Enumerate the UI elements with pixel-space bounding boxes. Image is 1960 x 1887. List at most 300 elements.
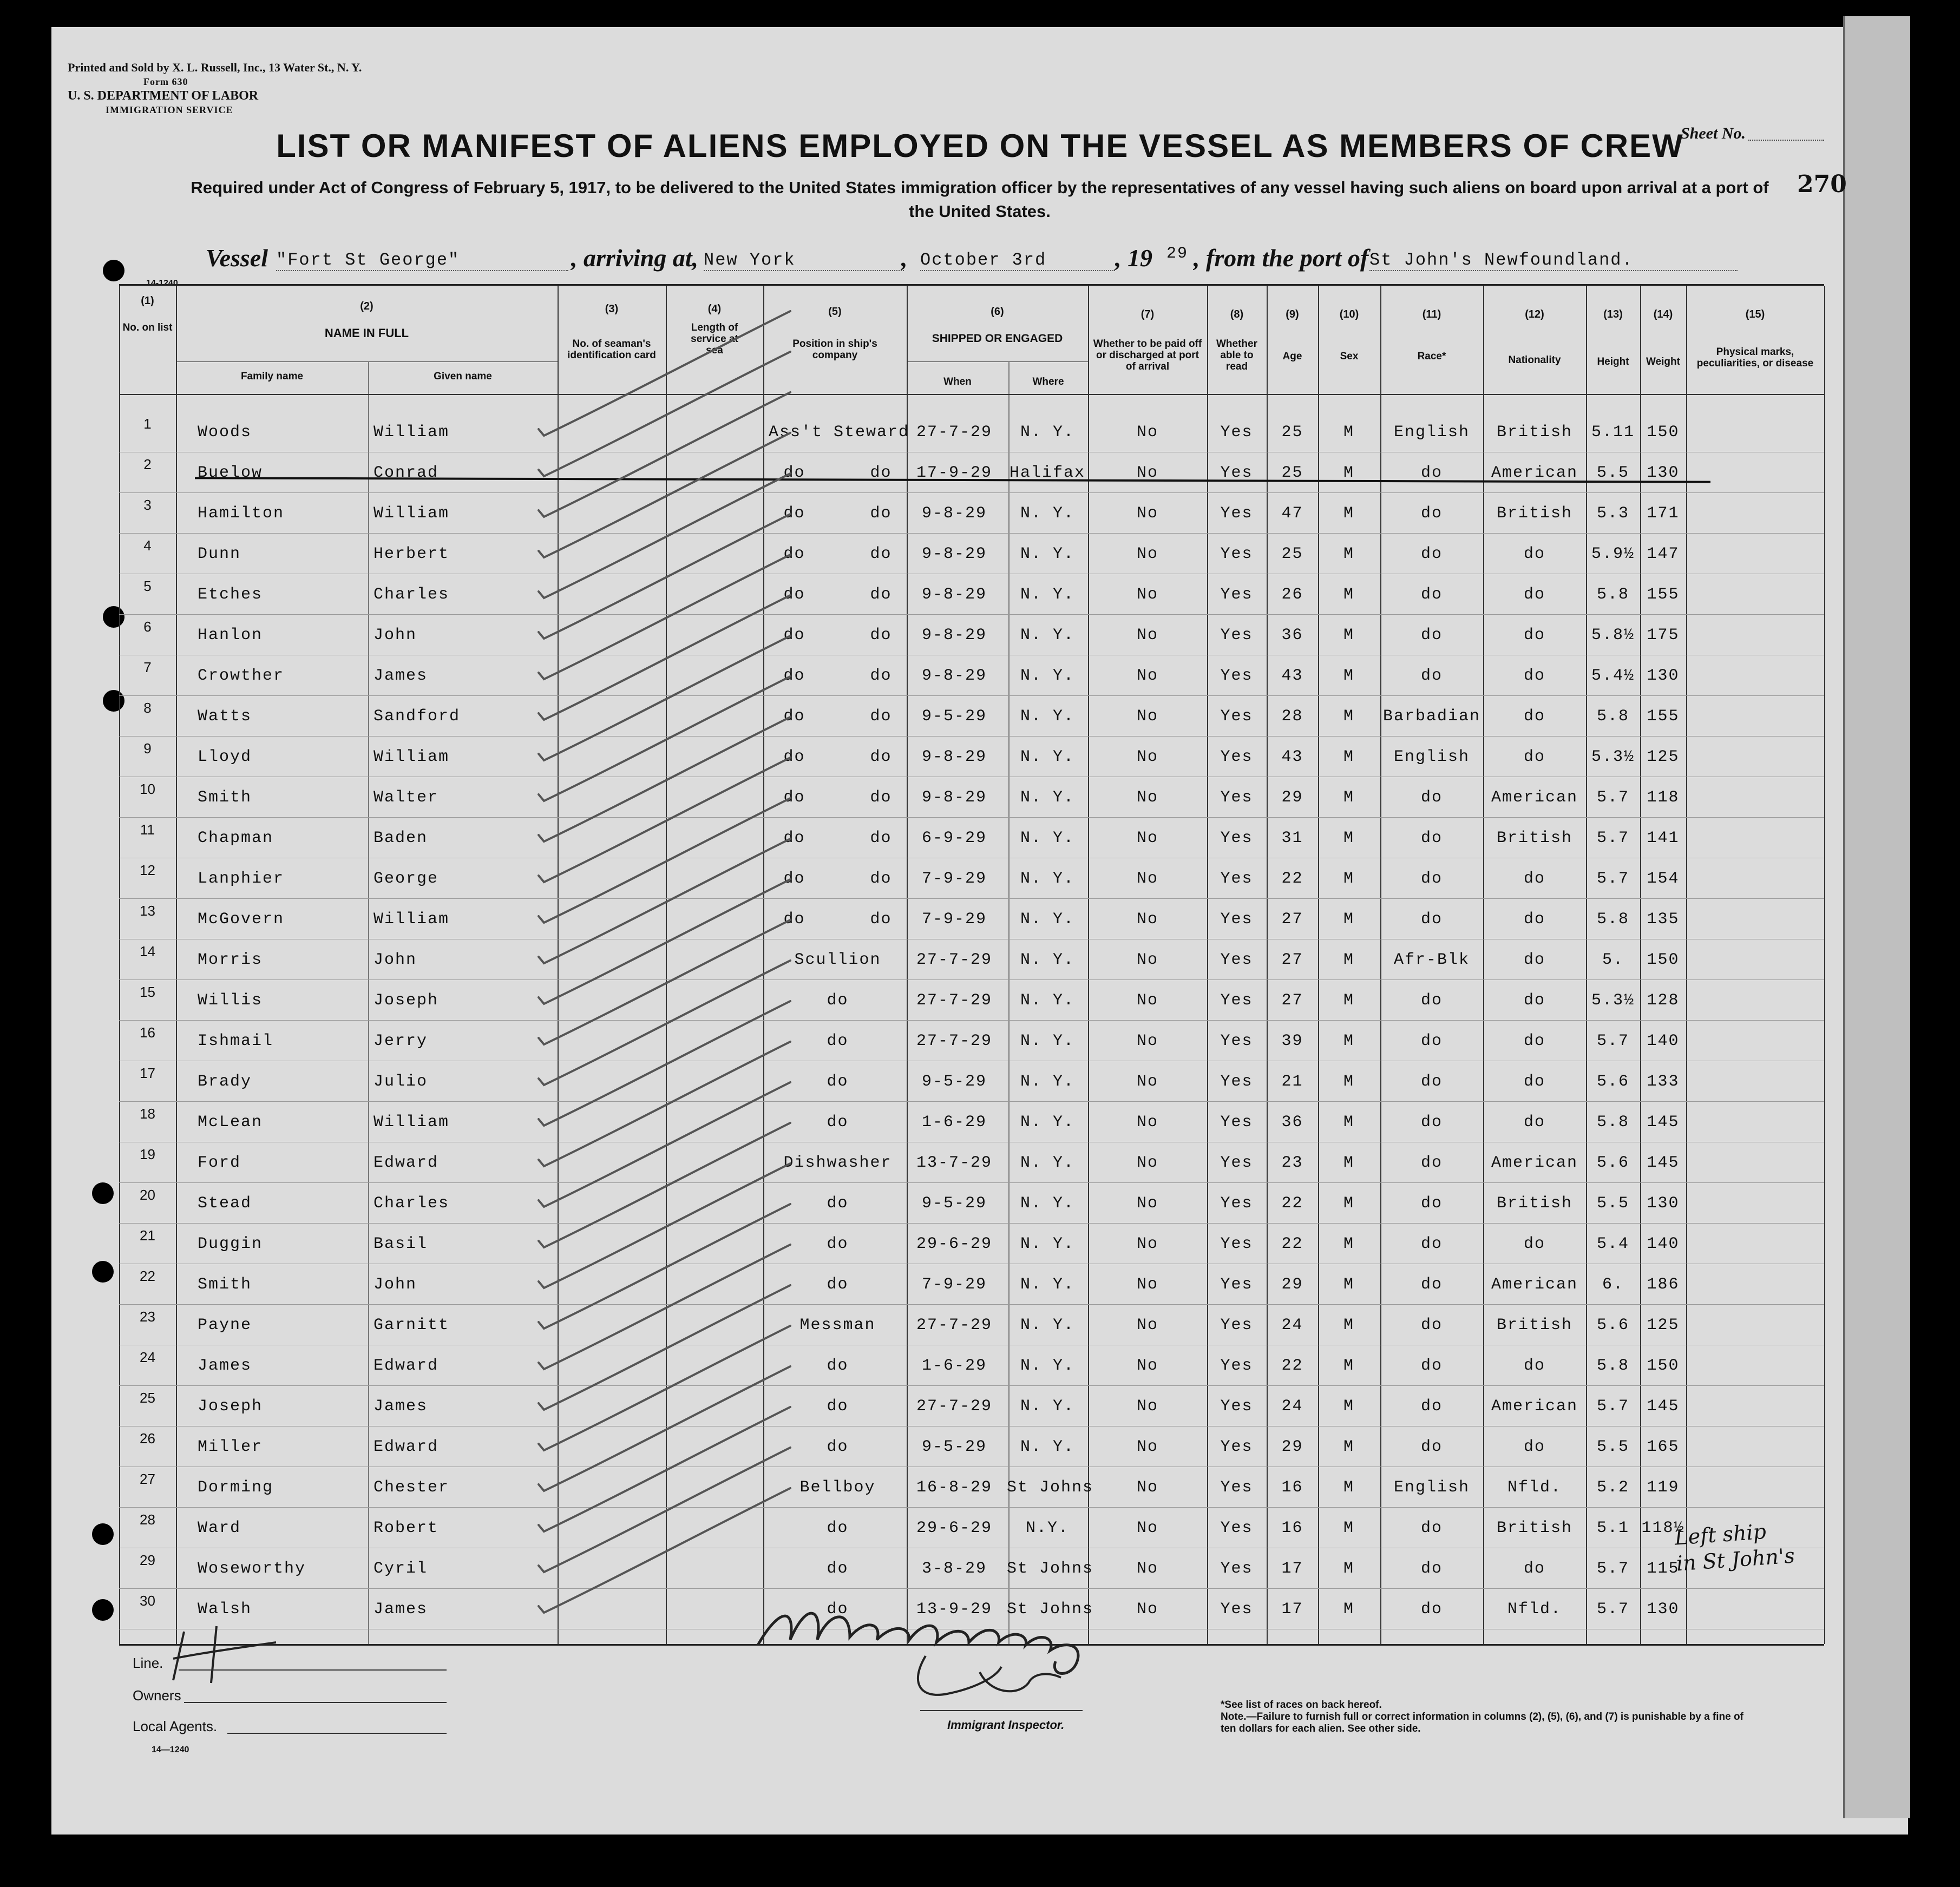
cell-where: N. Y. <box>1020 1073 1074 1091</box>
cell-weight: 125 <box>1647 1316 1680 1334</box>
cell-where: N. Y. <box>1020 870 1074 888</box>
cell-given: John <box>373 626 417 645</box>
cell-paid: No <box>1136 829 1158 847</box>
col-12-number: (12) <box>1525 308 1544 320</box>
cell-given: Jerry <box>373 1032 428 1050</box>
cell-height: 5.8 <box>1596 1357 1629 1375</box>
department: U. S. DEPARTMENT OF LABOR <box>68 89 259 103</box>
cell-height: 5.1 <box>1596 1519 1629 1537</box>
cell-sex: M <box>1343 1316 1354 1334</box>
cell-weight: 118 <box>1647 788 1680 807</box>
cell-height: 5.6 <box>1596 1073 1629 1091</box>
inspector-field <box>920 1710 1083 1711</box>
cell-height: 5.4 <box>1596 1235 1629 1253</box>
cell-position: Messman <box>799 1316 876 1334</box>
col-header-given-name: Given name <box>434 371 492 382</box>
cell-paid: No <box>1136 910 1158 929</box>
cell-height: 5.11 <box>1591 423 1635 442</box>
cell-nationality: do <box>1523 1357 1545 1375</box>
cell-given: William <box>373 504 450 523</box>
cell-position: do <box>827 1113 849 1132</box>
cell-family: Dorming <box>198 1478 274 1497</box>
cell-height: 5.3½ <box>1591 991 1635 1010</box>
cell-paid: No <box>1136 1235 1158 1253</box>
cell-position: do <box>827 1560 849 1578</box>
cell-family: Dunn <box>198 545 241 563</box>
cell-read: Yes <box>1220 626 1253 645</box>
cell-race: do <box>1420 586 1443 604</box>
cell-nationality: Nfld. <box>1507 1600 1562 1619</box>
cell-position: do <box>827 1073 849 1091</box>
cell-height: 5.7 <box>1596 1560 1629 1578</box>
arrival-port: New York <box>704 250 904 271</box>
cell-where: N. Y. <box>1020 667 1074 685</box>
cell-paid: No <box>1136 951 1158 969</box>
col-7-number: (7) <box>1140 308 1155 320</box>
cell-weight: 118½ <box>1641 1519 1685 1537</box>
cell-sex: M <box>1343 910 1354 929</box>
cell-race: do <box>1420 1154 1443 1172</box>
col-header-family-name: Family name <box>240 371 304 382</box>
cell-family: Buelow <box>198 464 263 482</box>
col-header-service-length: Length of service at sea <box>691 322 738 356</box>
cell-nationality: British <box>1496 1194 1573 1213</box>
cell-read: Yes <box>1220 1357 1253 1375</box>
cell-family: Miller <box>198 1438 263 1456</box>
cell-nationality: do <box>1523 1113 1545 1132</box>
cell-family: Hamilton <box>198 504 285 523</box>
cell-height: 5. <box>1602 951 1624 969</box>
cell-position: Ass't Steward <box>769 423 910 442</box>
cell-read: Yes <box>1220 1073 1253 1091</box>
cell-height: 5.5 <box>1596 1194 1629 1213</box>
cell-family: Woseworthy <box>198 1560 306 1578</box>
cell-when: 27-7-29 <box>916 423 993 442</box>
cell-paid: No <box>1136 1113 1158 1132</box>
cell-race: do <box>1420 545 1443 563</box>
cell-nationality: American <box>1491 788 1578 807</box>
col-header-nationality: Nationality <box>1508 354 1561 366</box>
cell-age: 43 <box>1281 748 1303 766</box>
cell-read: Yes <box>1220 1600 1253 1619</box>
cell-position: do <box>827 1235 849 1253</box>
cell-position: do <box>827 1194 849 1213</box>
cell-when: 3-8-29 <box>921 1560 987 1578</box>
cell-height: 5.4½ <box>1591 667 1635 685</box>
penalty-note: Note.—Failure to furnish full or correct information in columns (2), (5), (6), and (7) is punishable by a fine of ten dollars for each alien. See other side. <box>1221 1711 1743 1734</box>
cell-race: do <box>1420 667 1443 685</box>
cell-position: do do <box>783 870 892 888</box>
cell-height: 5.7 <box>1596 788 1629 807</box>
row-number: 21 <box>140 1227 155 1244</box>
row-number: 8 <box>143 700 152 716</box>
cell-where: N. Y. <box>1020 1275 1074 1294</box>
row-number: 19 <box>140 1146 155 1162</box>
departure-port: St John's Newfoundland. <box>1369 250 1738 271</box>
cell-age: 16 <box>1281 1478 1303 1497</box>
cell-family: Watts <box>198 707 252 726</box>
inspector-label: Immigrant Inspector. <box>947 1718 1065 1732</box>
cell-read: Yes <box>1220 545 1253 563</box>
cell-sex: M <box>1343 1519 1354 1537</box>
cell-given: Baden <box>373 829 428 847</box>
cell-weight: 155 <box>1647 586 1680 604</box>
row-number: 5 <box>143 578 152 594</box>
cell-height: 5.6 <box>1596 1154 1629 1172</box>
cell-paid: No <box>1136 991 1158 1010</box>
row-number: 25 <box>140 1390 155 1406</box>
cell-sex: M <box>1343 504 1354 523</box>
cell-paid: No <box>1136 464 1158 482</box>
cell-position: do do <box>783 829 892 847</box>
row-number: 29 <box>140 1552 155 1568</box>
cell-race: do <box>1420 1357 1443 1375</box>
cell-weight: 186 <box>1647 1275 1680 1294</box>
cell-race: Afr-Blk <box>1393 951 1470 969</box>
cell-weight: 141 <box>1647 829 1680 847</box>
cell-age: 25 <box>1281 464 1303 482</box>
cell-position: do do <box>783 626 892 645</box>
cell-given: Cyril <box>373 1560 428 1578</box>
arrival-year: 29 <box>1166 245 1189 263</box>
service: IMMIGRATION SERVICE <box>106 104 233 115</box>
cell-age: 29 <box>1281 1438 1303 1456</box>
owners-field <box>184 1702 447 1703</box>
races-note: *See list of races on back hereof. <box>1221 1699 1382 1711</box>
cell-height: 5.7 <box>1596 1600 1629 1619</box>
cell-when: 9-5-29 <box>921 707 987 726</box>
cell-given: James <box>373 1397 428 1416</box>
cell-read: Yes <box>1220 1275 1253 1294</box>
cell-when: 6-9-29 <box>921 829 987 847</box>
cell-position: do do <box>783 707 892 726</box>
cell-when: 9-8-29 <box>921 748 987 766</box>
col-14-number: (14) <box>1653 308 1673 320</box>
cell-paid: No <box>1136 626 1158 645</box>
col-header-list-number: No. on list <box>122 322 173 333</box>
cell-age: 22 <box>1281 1194 1303 1213</box>
cell-nationality: Nfld. <box>1507 1478 1562 1497</box>
cell-sex: M <box>1343 1275 1354 1294</box>
line-field <box>179 1669 447 1671</box>
cell-read: Yes <box>1220 951 1253 969</box>
cell-family: Woods <box>198 423 252 442</box>
row-number: 12 <box>140 862 155 878</box>
col-header-weight: Weight <box>1646 356 1680 367</box>
cell-height: 5.2 <box>1596 1478 1629 1497</box>
row-number: 23 <box>140 1309 155 1325</box>
cell-age: 29 <box>1281 788 1303 807</box>
col-header-where: Where <box>1032 376 1064 387</box>
cell-where: St Johns <box>1007 1600 1094 1619</box>
cell-when: 9-5-29 <box>921 1194 987 1213</box>
cell-read: Yes <box>1220 1032 1253 1050</box>
cell-nationality: do <box>1523 1032 1545 1050</box>
cell-where: N. Y. <box>1020 991 1074 1010</box>
cell-paid: No <box>1136 1275 1158 1294</box>
cell-race: do <box>1420 1032 1443 1050</box>
margin-note <box>1674 1516 1795 1576</box>
row-number: 3 <box>143 497 152 513</box>
row-number: 16 <box>140 1024 155 1041</box>
cell-position: do <box>827 1519 849 1537</box>
cell-sex: M <box>1343 1073 1354 1091</box>
from-label: , from the port of <box>1194 244 1369 272</box>
cell-read: Yes <box>1220 870 1253 888</box>
cell-given: Joseph <box>373 991 439 1010</box>
cell-sex: M <box>1343 748 1354 766</box>
owners-label: Owners <box>133 1687 181 1704</box>
form-code: 14-1240 <box>146 279 178 288</box>
cell-age: 39 <box>1281 1032 1303 1050</box>
cell-read: Yes <box>1220 1194 1253 1213</box>
cell-sex: M <box>1343 829 1354 847</box>
col-10-number: (10) <box>1339 308 1359 320</box>
cell-sex: M <box>1343 1154 1354 1172</box>
cell-given: Edward <box>373 1438 439 1456</box>
cell-family: Lanphier <box>198 870 285 888</box>
cell-paid: No <box>1136 1397 1158 1416</box>
cell-nationality: do <box>1523 707 1545 726</box>
cell-position: Scullion <box>794 951 881 969</box>
cell-family: McGovern <box>198 910 285 929</box>
cell-read: Yes <box>1220 504 1253 523</box>
cell-height: 5.3 <box>1596 504 1629 523</box>
row-number: 30 <box>140 1593 155 1609</box>
col-13-number: (13) <box>1603 308 1623 320</box>
cell-where: N. Y. <box>1020 626 1074 645</box>
cell-nationality: do <box>1523 1438 1545 1456</box>
cell-family: Morris <box>198 951 263 969</box>
cell-given: Charles <box>373 586 450 604</box>
cell-race: English <box>1393 1478 1470 1497</box>
cell-nationality: do <box>1523 991 1545 1010</box>
col-header-position: Position in ship's company <box>792 338 877 361</box>
cell-given: William <box>373 1113 450 1132</box>
cell-age: 27 <box>1281 910 1303 929</box>
row-number: 11 <box>140 821 155 838</box>
cell-race: do <box>1420 1275 1443 1294</box>
cell-paid: No <box>1136 1438 1158 1456</box>
footer-form-code: 14—1240 <box>152 1745 189 1754</box>
cell-family: Brady <box>198 1073 252 1091</box>
cell-age: 29 <box>1281 1275 1303 1294</box>
col-header-name: NAME IN FULL <box>324 326 409 340</box>
cell-family: Duggin <box>198 1235 263 1253</box>
cell-given: Basil <box>373 1235 428 1253</box>
cell-where: St Johns <box>1007 1478 1094 1497</box>
cell-family: Ward <box>198 1519 241 1537</box>
cell-where: Halifax <box>1009 464 1086 482</box>
cell-family: Hanlon <box>198 626 263 645</box>
cell-age: 25 <box>1281 545 1303 563</box>
cell-read: Yes <box>1220 1478 1253 1497</box>
cell-given: William <box>373 423 450 442</box>
col-2-number: (2) <box>360 300 373 312</box>
cell-read: Yes <box>1220 423 1253 442</box>
cell-read: Yes <box>1220 788 1253 807</box>
cell-family: Smith <box>198 788 252 807</box>
cell-weight: 150 <box>1647 951 1680 969</box>
cell-position: do <box>827 1438 849 1456</box>
cell-when: 13-9-29 <box>916 1600 993 1619</box>
cell-when: 9-8-29 <box>921 788 987 807</box>
cell-where: N. Y. <box>1020 707 1074 726</box>
cell-race: do <box>1420 1113 1443 1132</box>
cell-race: do <box>1420 504 1443 523</box>
cell-position: Dishwasher <box>783 1154 892 1172</box>
cell-family: Ford <box>198 1154 241 1172</box>
cell-position: Bellboy <box>799 1478 876 1497</box>
cell-height: 6. <box>1602 1275 1624 1294</box>
cell-paid: No <box>1136 870 1158 888</box>
cell-race: do <box>1420 1560 1443 1578</box>
cell-weight: 145 <box>1647 1113 1680 1132</box>
cell-when: 1-6-29 <box>921 1113 987 1132</box>
cell-age: 17 <box>1281 1560 1303 1578</box>
row-number: 6 <box>143 619 152 635</box>
cell-given: William <box>373 748 450 766</box>
cell-paid: No <box>1136 1478 1158 1497</box>
cell-when: 27-7-29 <box>916 991 993 1010</box>
cell-weight: 145 <box>1647 1154 1680 1172</box>
cell-weight: 140 <box>1647 1235 1680 1253</box>
cell-position: do <box>827 1357 849 1375</box>
page-title: LIST OR MANIFEST OF ALIENS EMPLOYED ON THE VESSEL AS MEMBERS OF CREW <box>276 128 1684 164</box>
col-9-number: (9) <box>1286 308 1299 320</box>
cell-race: English <box>1393 423 1470 442</box>
cell-weight: 145 <box>1647 1397 1680 1416</box>
local-agents-field <box>227 1733 447 1734</box>
col-3-number: (3) <box>605 303 619 315</box>
cell-age: 26 <box>1281 586 1303 604</box>
cell-position: do do <box>783 464 892 482</box>
col-15-number: (15) <box>1745 308 1765 320</box>
cell-where: N.Y. <box>1025 1519 1069 1537</box>
cell-family: Willis <box>198 991 263 1010</box>
cell-where: N. Y. <box>1020 748 1074 766</box>
cell-where: N. Y. <box>1020 545 1074 563</box>
year-prefix: , 19 <box>1115 244 1152 272</box>
cell-height: 5.8 <box>1596 910 1629 929</box>
cell-height: 5.5 <box>1596 1438 1629 1456</box>
cell-read: Yes <box>1220 991 1253 1010</box>
cell-read: Yes <box>1220 1519 1253 1537</box>
cell-read: Yes <box>1220 1397 1253 1416</box>
cell-age: 24 <box>1281 1316 1303 1334</box>
cell-given: John <box>373 951 417 969</box>
cell-family: Stead <box>198 1194 252 1213</box>
row-number: 20 <box>140 1187 155 1203</box>
cell-nationality: American <box>1491 1397 1578 1416</box>
cell-race: English <box>1393 748 1470 766</box>
cell-nationality: American <box>1491 1275 1578 1294</box>
cell-read: Yes <box>1220 707 1253 726</box>
cell-nationality: do <box>1523 626 1545 645</box>
cell-given: Chester <box>373 1478 450 1497</box>
col-11-number: (11) <box>1422 308 1441 320</box>
col-4-number: (4) <box>707 303 722 315</box>
cell-weight: 150 <box>1647 423 1680 442</box>
cell-read: Yes <box>1220 1560 1253 1578</box>
cell-nationality: do <box>1523 667 1545 685</box>
page-number: 270 <box>1797 170 1847 198</box>
cell-sex: M <box>1343 1600 1354 1619</box>
margin-note-line-1: Left ship <box>1674 1519 1767 1550</box>
line-initial-mark <box>152 1621 292 1691</box>
cell-given: Conrad <box>373 464 439 482</box>
cell-weight: 135 <box>1647 910 1680 929</box>
cell-weight: 154 <box>1647 870 1680 888</box>
cell-read: Yes <box>1220 910 1253 929</box>
cell-height: 5.7 <box>1596 1032 1629 1050</box>
cell-given: George <box>373 870 439 888</box>
cell-when: 7-9-29 <box>921 1275 987 1294</box>
cell-height: 5.7 <box>1596 1397 1629 1416</box>
cell-where: St Johns <box>1007 1560 1094 1578</box>
cell-read: Yes <box>1220 1235 1253 1253</box>
cell-nationality: British <box>1496 1316 1573 1334</box>
cell-paid: No <box>1136 1519 1158 1537</box>
cell-race: do <box>1420 829 1443 847</box>
cell-where: N. Y. <box>1020 1032 1074 1050</box>
cell-nationality: British <box>1496 423 1573 442</box>
cell-when: 9-5-29 <box>921 1073 987 1091</box>
cell-sex: M <box>1343 788 1354 807</box>
cell-position: do do <box>783 504 892 523</box>
cell-sex: M <box>1343 991 1354 1010</box>
line-label: Line. <box>133 1655 163 1671</box>
cell-race: do <box>1420 1073 1443 1091</box>
col-6-number: (6) <box>991 306 1004 318</box>
cell-paid: No <box>1136 667 1158 685</box>
cell-given: Garnitt <box>373 1316 450 1334</box>
cell-paid: No <box>1136 423 1158 442</box>
cell-where: N. Y. <box>1020 1154 1074 1172</box>
cell-weight: 171 <box>1647 504 1680 523</box>
cell-position: do <box>827 1600 849 1619</box>
cell-paid: No <box>1136 748 1158 766</box>
cell-family: James <box>198 1357 252 1375</box>
cell-sex: M <box>1343 1560 1354 1578</box>
cell-given: Julio <box>373 1073 428 1091</box>
cell-when: 9-8-29 <box>921 626 987 645</box>
cell-position: do do <box>783 667 892 685</box>
cell-sex: M <box>1343 586 1354 604</box>
cell-age: 27 <box>1281 951 1303 969</box>
cell-paid: No <box>1136 1073 1158 1091</box>
cell-family: Etches <box>198 586 263 604</box>
cell-race: do <box>1420 788 1443 807</box>
inspector-signature <box>747 1586 1191 1710</box>
col-header-race: Race* <box>1417 351 1446 362</box>
cell-weight: 150 <box>1647 1357 1680 1375</box>
cell-paid: No <box>1136 586 1158 604</box>
sheet-number-label: Sheet No. <box>1681 124 1746 142</box>
cell-read: Yes <box>1220 1316 1253 1334</box>
cell-age: 21 <box>1281 1073 1303 1091</box>
cell-weight: 128 <box>1647 991 1680 1010</box>
row-number: 13 <box>140 903 155 919</box>
cell-age: 36 <box>1281 626 1303 645</box>
cell-when: 27-7-29 <box>916 951 993 969</box>
margin-note-line-2: in St John's <box>1675 1543 1796 1576</box>
cell-where: N. Y. <box>1020 1438 1074 1456</box>
row-number: 15 <box>140 984 155 1000</box>
cell-sex: M <box>1343 545 1354 563</box>
cell-race: do <box>1420 870 1443 888</box>
cell-sex: M <box>1343 423 1354 442</box>
